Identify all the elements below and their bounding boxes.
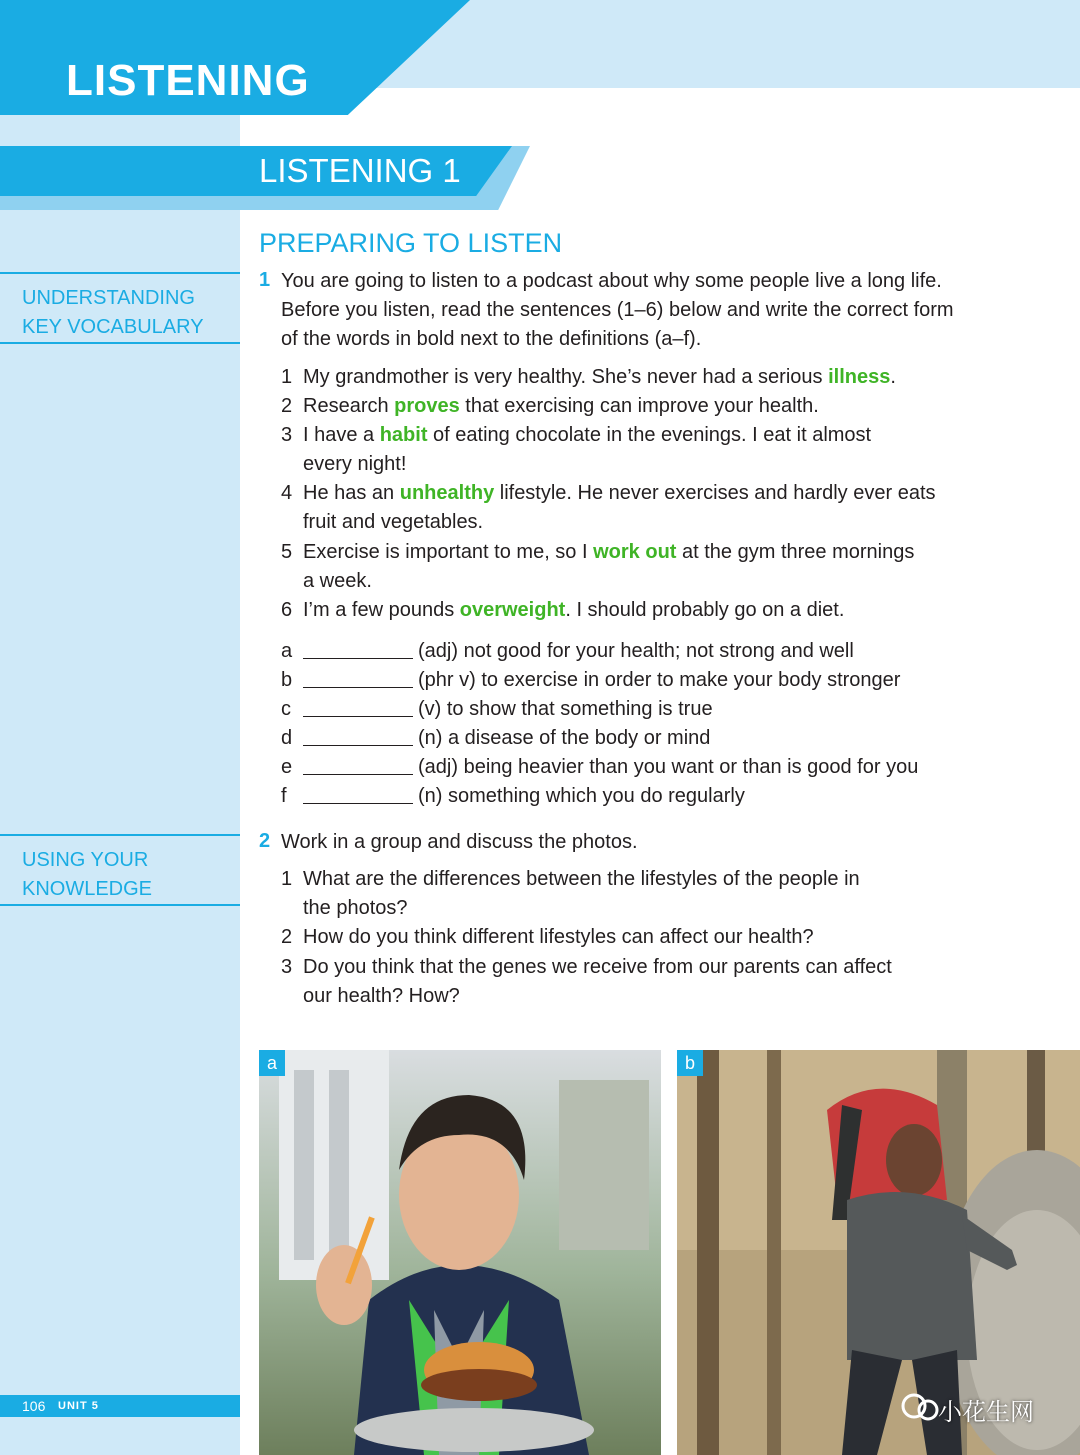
watermark-text: 小花生网 bbox=[938, 1399, 1034, 1426]
section-title: LISTENING 1 bbox=[259, 152, 461, 189]
definition-letter: d bbox=[281, 727, 293, 749]
page-title: LISTENING bbox=[66, 56, 310, 105]
question-number: 2 bbox=[281, 926, 293, 948]
sentence-text: at the gym three mornings bbox=[676, 541, 915, 563]
keyword: habit bbox=[379, 424, 428, 446]
sidebar-label-line: KEY VOCABULARY bbox=[22, 316, 204, 338]
definition-letter: a bbox=[281, 640, 293, 662]
photo-label: a bbox=[259, 1050, 285, 1076]
question-text: Do you think that the genes we receive from our parents can affect bbox=[303, 956, 892, 978]
keyword: overweight bbox=[459, 599, 566, 621]
exercise-number: 2 bbox=[259, 830, 271, 852]
sentence-text-continued: fruit and vegetables. bbox=[303, 511, 484, 533]
definition-letter: b bbox=[281, 669, 293, 691]
answer-blank[interactable] bbox=[303, 687, 413, 688]
answer-blank[interactable] bbox=[303, 803, 413, 804]
sentence-number: 4 bbox=[281, 482, 293, 504]
definition-letter: e bbox=[281, 756, 293, 778]
instruction-line: Before you listen, read the sentences (1–6) below and write the correct form bbox=[281, 299, 954, 321]
question-text-continued: the photos? bbox=[303, 897, 408, 919]
sidebar-label-line: KNOWLEDGE bbox=[22, 878, 153, 900]
keyword: proves bbox=[394, 395, 460, 417]
sentence-text: I’m a few pounds bbox=[303, 599, 460, 621]
definition-text: (v) to show that something is true bbox=[418, 698, 713, 720]
question-number: 3 bbox=[281, 956, 293, 978]
sentence-number: 6 bbox=[281, 599, 293, 621]
sentence-number: 5 bbox=[281, 541, 293, 563]
question-number: 1 bbox=[281, 868, 293, 890]
definition-text: (n) something which you do regularly bbox=[418, 785, 745, 807]
instruction-line: of the words in bold next to the definitions (a–f). bbox=[281, 328, 702, 350]
sentence-number: 3 bbox=[281, 424, 293, 446]
sidebar-label-vocabulary bbox=[0, 272, 240, 344]
sentence-text-continued: every night! bbox=[303, 453, 407, 475]
sentence-text: lifestyle. He never exercises and hardly ever eats bbox=[494, 482, 936, 504]
sidebar-label-line: USING YOUR bbox=[22, 849, 149, 871]
sentence-number: 2 bbox=[281, 395, 293, 417]
sentence-text: Exercise is important to me, so I bbox=[303, 541, 594, 563]
question-text: How do you think different lifestyles can affect our health? bbox=[303, 926, 814, 948]
question-text-continued: our health? How? bbox=[303, 985, 460, 1007]
instruction-line: You are going to listen to a podcast about why some people live a long life. bbox=[281, 270, 942, 292]
keyword: unhealthy bbox=[399, 482, 495, 504]
keyword: illness bbox=[828, 366, 891, 388]
sentence-text: of eating chocolate in the evenings. I eat it almost bbox=[427, 424, 872, 446]
sentence-text: He has an bbox=[303, 482, 400, 504]
definition-text: (phr v) to exercise in order to make your body stronger bbox=[418, 669, 901, 691]
answer-blank[interactable] bbox=[303, 745, 413, 746]
answer-blank[interactable] bbox=[303, 658, 413, 659]
definition-letter: f bbox=[281, 785, 287, 807]
sidebar-label-knowledge bbox=[0, 834, 240, 906]
unit-label: UNIT 5 bbox=[58, 1400, 99, 1412]
definition-text: (adj) being heavier than you want or than is good for you bbox=[418, 756, 919, 778]
answer-blank[interactable] bbox=[303, 774, 413, 775]
sentence-text: Research bbox=[303, 395, 395, 417]
photo-a bbox=[259, 1050, 661, 1455]
page-number: 106 bbox=[22, 1398, 46, 1414]
sentence-text-continued: a week. bbox=[303, 570, 372, 592]
sentence-text: My grandmother is very healthy. She’s never had a serious bbox=[303, 366, 829, 388]
sentence-text: that exercising can improve your health. bbox=[459, 395, 819, 417]
section-heading: PREPARING TO LISTEN bbox=[259, 228, 563, 258]
exercise-instruction: Work in a group and discuss the photos. bbox=[281, 831, 638, 853]
sentence-text: I have a bbox=[303, 424, 380, 446]
exercise-instruction bbox=[281, 267, 954, 354]
sentence-number: 1 bbox=[281, 366, 293, 388]
keyword: work out bbox=[593, 541, 677, 563]
definition-text: (adj) not good for your health; not strong and well bbox=[418, 640, 854, 662]
sidebar-label-line: UNDERSTANDING bbox=[22, 287, 195, 309]
exercise-number: 1 bbox=[259, 269, 271, 291]
sidebar bbox=[0, 0, 240, 1455]
photo-label: b bbox=[677, 1050, 703, 1076]
answer-blank[interactable] bbox=[303, 716, 413, 717]
definition-letter: c bbox=[281, 698, 291, 720]
sentence-text: . I should probably go on a diet. bbox=[565, 599, 845, 621]
photo-a-illustration bbox=[259, 1050, 661, 1455]
question-text: What are the differences between the lifestyles of the people in bbox=[303, 868, 860, 890]
definition-text: (n) a disease of the body or mind bbox=[418, 727, 711, 749]
sentence-text: . bbox=[890, 366, 896, 388]
